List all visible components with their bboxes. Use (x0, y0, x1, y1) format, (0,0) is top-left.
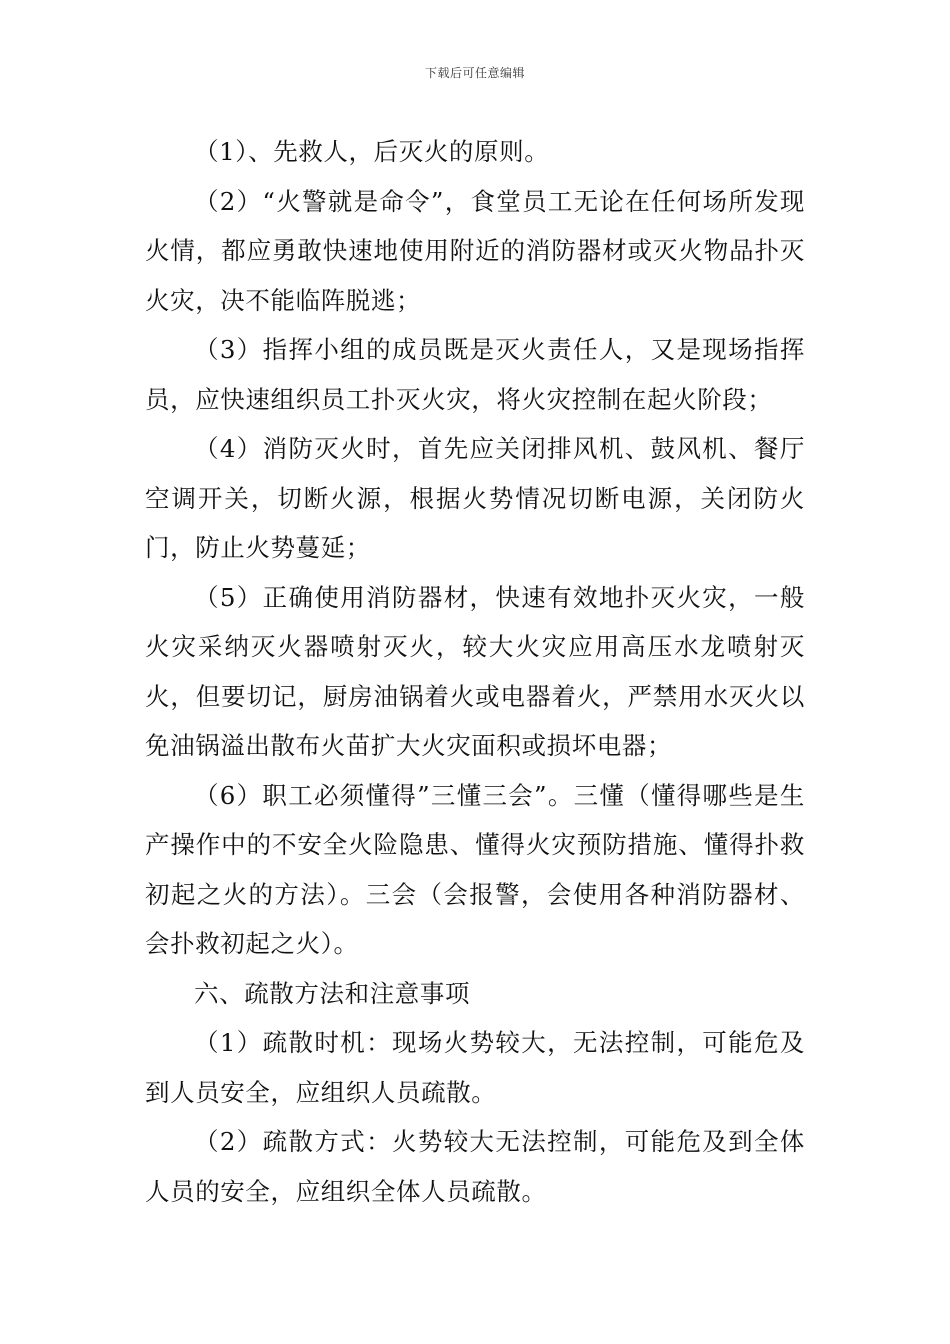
paragraph-fire-alarm-command: （2）“火警就是命令”，食堂员工无论在任何场所发现火情，都应勇敢快速地使用附近的消防器材或灭火物品扑灭火灾，决不能临阵脱逃； (145, 186, 805, 315)
paragraph-command-group: （3）指挥小组的成员既是灭火责任人，又是现场指挥员，应快速组织员工扑灭火灾，将火灾控制在起火阶段； (145, 335, 805, 414)
section-heading-evacuation: 六、疏散方法和注意事项 (194, 978, 471, 1008)
paragraph-evacuation-timing: （1）疏散时机：现场火势较大，无法控制，可能危及到人员安全，应组织人员疏散。 (145, 1028, 805, 1107)
paragraph-evacuation-method: （2）疏散方式：火势较大无法控制，可能危及到全体人员的安全，应组织全体人员疏散。 (145, 1127, 805, 1206)
paragraph-three-knows-three-cans: （6）职工必须懂得”三懂三会”。三懂（懂得哪些是生产操作中的不安全火险隐患、懂得火灾预防措施、懂得扑救初起之火的方法）。三会（会报警，会使用各种消防器材、会扑救初起之火）。 (145, 780, 805, 958)
header-note: 下载后可任意编辑 (424, 66, 525, 80)
paragraph-use-fire-equipment: （5）正确使用消防器材，快速有效地扑灭火灾，一般火灾采纳灭火器喷射灭火，较大火灾应用高压水龙喷射灭火，但要切记，厨房油锅着火或电器着火，严禁用水灭火以免油锅溢出散布火苗扩大火灾面积或损坏电器； (145, 582, 805, 760)
paragraph-rescue-first: （1）、先救人，后灭火的原则。 (194, 137, 550, 166)
document-body (145, 127, 805, 1216)
paragraph-shut-off-equipment: （4）消防灭火时，首先应关闭排风机、鼓风机、餐厅空调开关，切断火源，根据火势情况切断电源，关闭防火门，防止火势蔓延； (145, 434, 805, 562)
